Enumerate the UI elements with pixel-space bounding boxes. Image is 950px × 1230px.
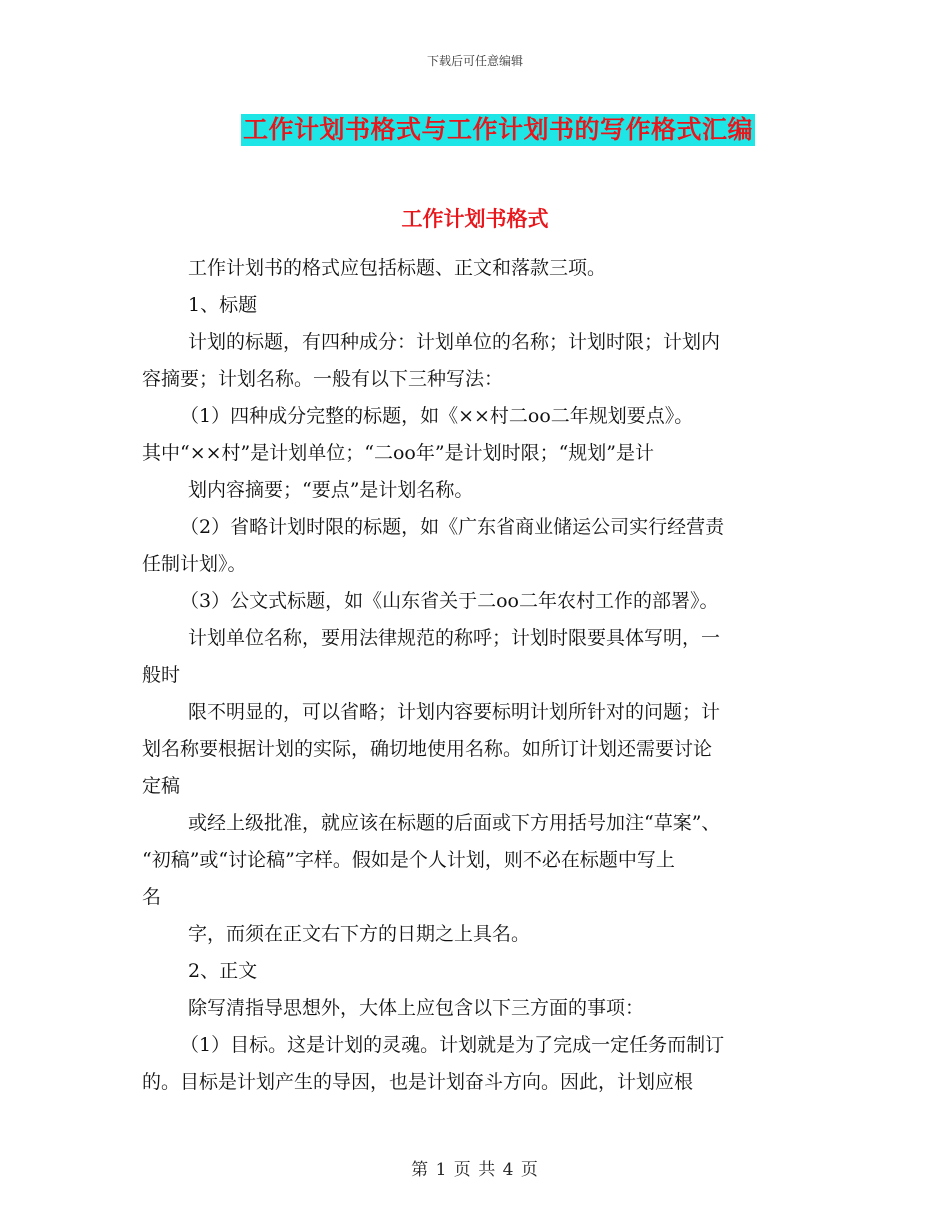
paragraph-line: “初稿”或“讨论稿”字样。假如是个人计划，则不必在标题中写上 xyxy=(142,849,675,871)
paragraph-line: 定稿 xyxy=(142,775,181,797)
heading-line: 1、标题 xyxy=(188,294,258,316)
heading-line: 2、正文 xyxy=(188,960,258,982)
paragraph-line: 容摘要；计划名称。一般有以下三种写法： xyxy=(142,368,504,390)
paragraph-line: 或经上级批准，就应该在标题的后面或下方用括号加注“草案”、 xyxy=(188,812,721,834)
paragraph-line: 名 xyxy=(142,886,162,908)
page-header: 下载后可任意编辑 xyxy=(426,54,523,68)
paragraph-line: 计划单位名称，要用法律规范的称呼；计划时限要具体写明，一 xyxy=(188,627,721,649)
paragraph-line: 除写清指导思想外，大体上应包含以下三方面的事项： xyxy=(188,997,645,1019)
body-text xyxy=(142,250,807,1101)
paragraph-line: 划名称要根据计划的实际，确切地使用名称。如所订计划还需要讨论 xyxy=(142,738,713,760)
paragraph-line: 的。目标是计划产生的导因，也是计划奋斗方向。因此，计划应根 xyxy=(142,1071,694,1093)
paragraph-line: （2）省略计划时限的标题，如《广东省商业储运公司实行经营责 xyxy=(180,516,725,538)
main-title-container xyxy=(0,114,950,146)
paragraph-line: 般时 xyxy=(142,664,181,686)
page-footer: 第 1 页 共 4 页 xyxy=(411,1160,539,1180)
paragraph-line: 限不明显的，可以省略；计划内容要标明计划所针对的问题；计 xyxy=(188,701,721,723)
paragraph-line: 计划的标题，有四种成分：计划单位的名称；计划时限；计划内 xyxy=(188,331,721,353)
paragraph-line: 其中“××村”是计划单位；“二oo年”是计划时限；“规划”是计 xyxy=(142,442,654,464)
main-title: 工作计划书格式与工作计划书的写作格式汇编 xyxy=(242,115,753,144)
paragraph-line: 字，而须在正文右下方的日期之上具名。 xyxy=(188,923,531,945)
paragraph-line: （1）目标。这是计划的灵魂。计划就是为了完成一定任务而制订 xyxy=(180,1034,725,1056)
paragraph-line: 工作计划书的格式应包括标题、正文和落款三项。 xyxy=(188,257,607,279)
paragraph-line: 划内容摘要；“要点”是计划名称。 xyxy=(188,479,474,501)
paragraph-line: （1）四种成分完整的标题，如《××村二oo二年规划要点》。 xyxy=(180,405,694,427)
paragraph-line: 任制计划》。 xyxy=(142,553,247,575)
section-title: 工作计划书格式 xyxy=(401,207,549,231)
paragraph-line: （3）公文式标题，如《山东省关于二oo二年农村工作的部署》。 xyxy=(180,590,719,612)
